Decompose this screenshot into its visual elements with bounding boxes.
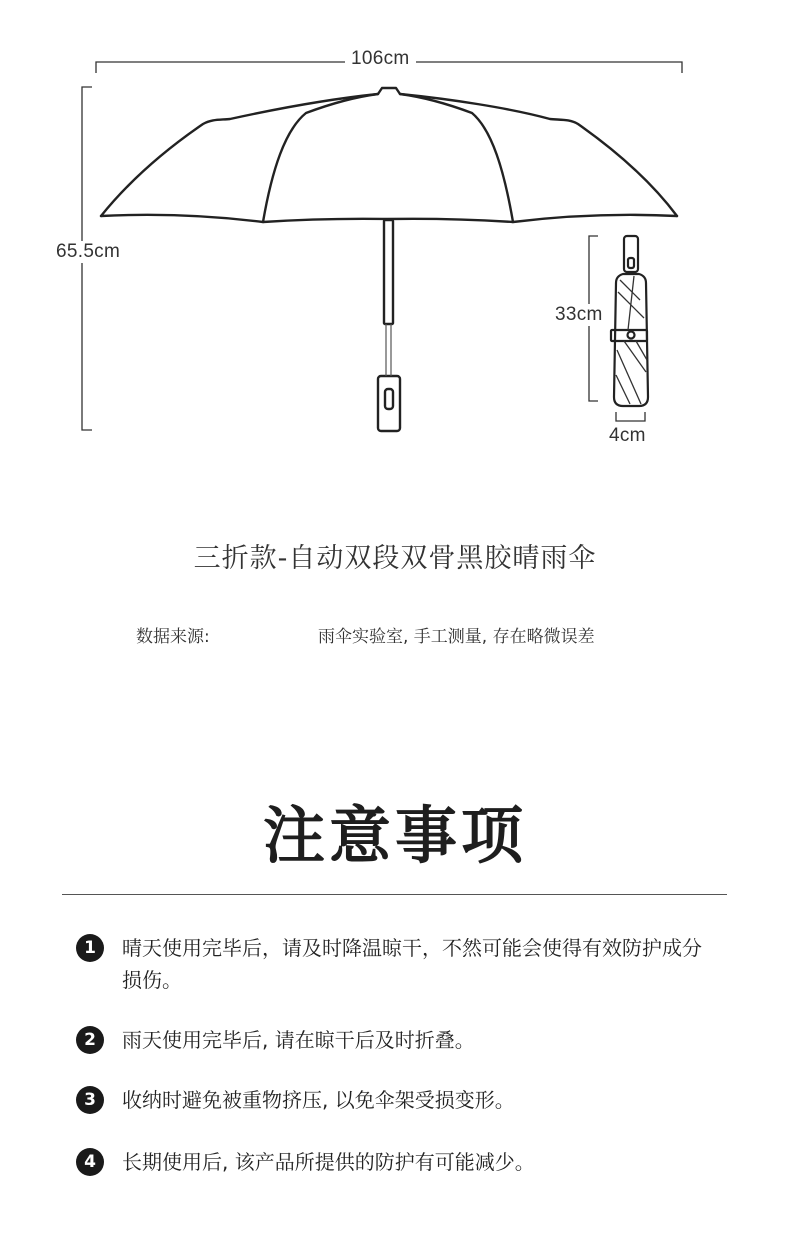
section-divider (62, 894, 727, 895)
umbrella-handle (378, 376, 400, 431)
handle-button (385, 389, 393, 409)
notice-item (76, 1024, 717, 1056)
canopy-outline (101, 88, 677, 216)
notice-heading: 注意事项 (262, 799, 527, 872)
folded-strap-snap (628, 332, 635, 339)
pleat-line (616, 375, 630, 404)
number-badge: 1 (76, 934, 104, 962)
data-source-label: 数据来源: (136, 627, 210, 647)
notice-text: 晴天使用完毕后，请及时降温晾干，不然可能会使得有效防护成分损伤。 (122, 936, 702, 992)
folded-handle (624, 236, 638, 272)
notice-item (76, 1146, 717, 1178)
umbrella-dimension-diagram (0, 0, 790, 470)
height-dimension-label: 65.5cm (56, 241, 121, 262)
pleat-line (617, 350, 641, 404)
number-badge: 2 (76, 1026, 104, 1054)
folded-diameter-label: 4cm (609, 425, 646, 446)
data-source-value: 雨伞实验室, 手工测量, 存在略微误差 (318, 627, 595, 647)
notice-text: 收纳时避免被重物挤压, 以免伞架受损变形。 (122, 1088, 515, 1112)
number-badge: 3 (76, 1086, 104, 1114)
notice-item (76, 932, 717, 996)
product-title: 三折款-自动双段双骨黑胶晴雨伞 (193, 543, 597, 574)
canopy-rib-left (263, 94, 378, 222)
notice-item (76, 1084, 717, 1116)
folded-length-label: 33cm (555, 304, 603, 325)
folded-handle-button (628, 258, 634, 268)
folded-diameter-dimension-line (616, 412, 645, 421)
notice-text: 雨天使用完毕后, 请在晾干后及时折叠。 (122, 1028, 475, 1052)
umbrella-shaft (384, 220, 393, 324)
number-badge: 4 (76, 1148, 104, 1176)
notice-text: 长期使用后, 该产品所提供的防护有可能减少。 (122, 1150, 535, 1174)
pleat-line (624, 341, 646, 372)
canopy-rib-right (400, 94, 513, 222)
umbrella-illustration (0, 0, 790, 470)
width-dimension-label: 106cm (345, 48, 416, 70)
pleat-line (636, 341, 647, 360)
